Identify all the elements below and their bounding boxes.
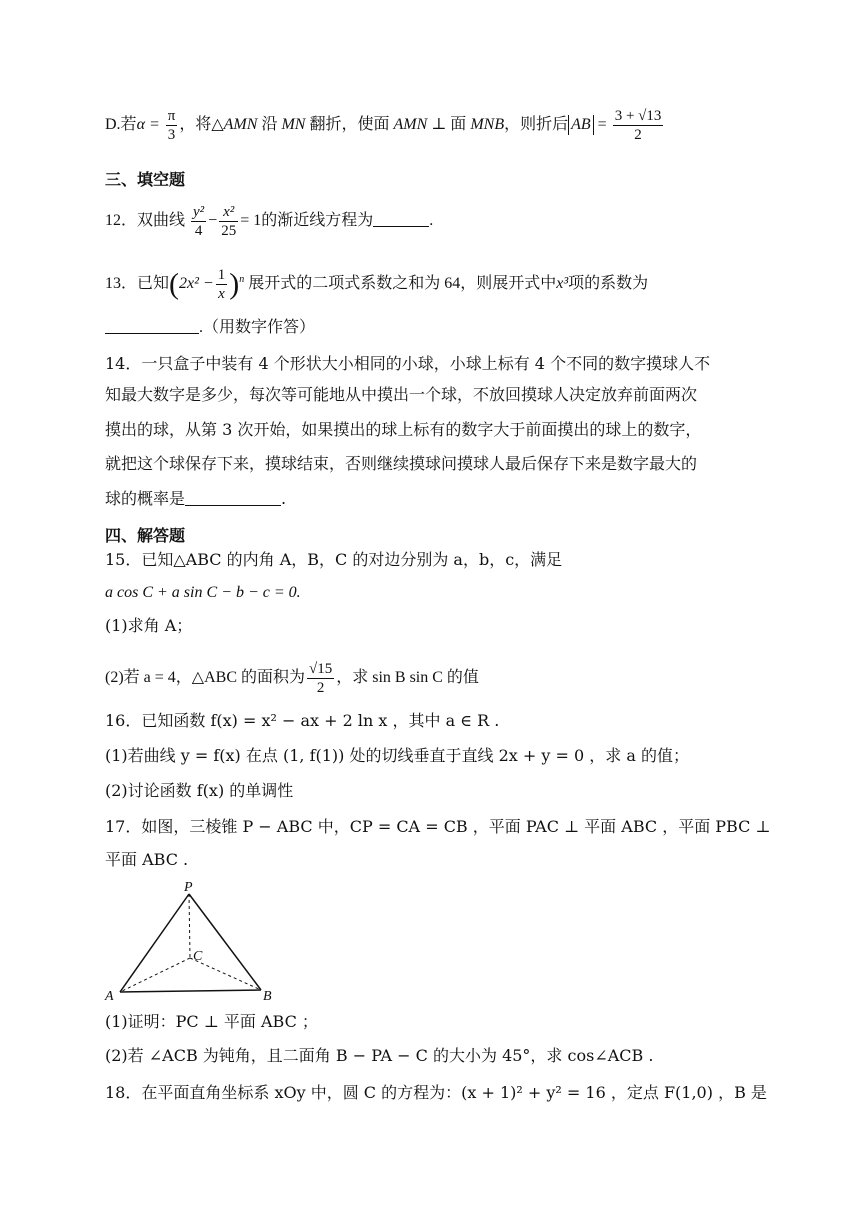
label-b: B [263,989,272,1004]
question-16-part1: (1)若曲线 y = f(x) 在点 (1, f(1)) 处的切线垂直于直线 2x + y = 0 ，求 a 的值； [105,746,689,765]
question-15-part2: (2)若 a = 4，△ABC 的面积为 $\frac{√15}{2}$ ，求 sin B sin C 的值 [105,661,479,696]
question-13: 13．已知(2x² − $\frac{1}{x}$ )$^n$ 展开式的二项式系数之和为 64，则展开式中x³项的系数为 [105,267,649,302]
question-14-line: 就把这个球保存下来，摸球结束，否则继续摸球问摸球人最后保存下来是数字最大的 [105,454,698,473]
alpha-eq: α = [136,116,160,134]
question-16-line1: 16．已知函数 f(x) = x² − ax + 2 ln x ，其中 a ∈ R . [105,711,500,730]
question-13-line2: .（用数字作答） [105,316,315,340]
question-15-line1: 15．已知△ABC 的内角 A，B，C 的对边分别为 a，b，c，满足 [105,550,563,569]
question-15-equation: a cos C + a sin C − b − c = 0. [105,584,301,601]
pyramid-figure [103,878,293,1008]
option-d-label: D.若 [105,116,137,134]
question-17-part1: (1)证明：PC ⊥ 平面 ABC ； [105,1012,318,1031]
question-17-line1: 17．如图，三棱锥 P − ABC 中，CP = CA = CB ，平面 PAC ⊥ 平面 ABC ，平面 PBC ⊥ [105,817,771,836]
label-p: P [184,880,193,895]
option-d: D.若α = $\frac{\pi}{3}$ ，将△AMN 沿 MN 翻折，使面 AMN ⊥ 面 MNB，则折后 AB = $\frac{3 + √13}{2}$ [105,108,662,143]
question-16-part2: (2)讨论函数 f(x) 的单调性 [105,781,294,800]
question-15-part1: (1)求角 A； [105,616,193,635]
question-14-line: 知最大数字是多少，每次等可能地从中摸出一个球，不放回摸球人决定放弃前面两次 [105,385,698,404]
label-a: A [105,989,114,1004]
question-12: 12．双曲线 $\frac{\text{y²}}{4}$ − $\frac{\text{x²}}{25}$ = 1的渐近线方程为 . [105,204,434,239]
question-17-line2: 平面 ABC . [105,850,189,869]
question-14-line: 摸出的球，从第 3 次开始，如果摸出的球上标有的数字大于前面摸出的球上的数字， [105,420,702,439]
section-fill-in-title: 三、填空题 [105,170,186,189]
question-17-part2: (2)若 ∠ACB 为钝角，且二面角 B − PA − C 的大小为 45°，求 cos∠ACB . [105,1046,654,1065]
question-18-line1: 18．在平面直角坐标系 xOy 中，圆 C 的方程为：(x + 1)² + y² = 16 ，定点 F(1,0) ，B 是 [105,1083,767,1102]
question-14-line: 14．一只盒子中装有 4 个形状大小相同的小球，小球上标有 4 个不同的数字摸球人不 [105,354,711,373]
answer-blank[interactable] [105,317,199,334]
section-answer-title: 四、解答题 [105,526,186,545]
answer-blank[interactable] [373,210,429,227]
label-c: C [193,949,203,964]
pi-over-3: $\frac{\pi}{3}$ [167,108,176,143]
answer-fraction: $\frac{3 + √13}{2}$ [614,108,662,143]
question-14-last-line: 球的概率是 . [105,489,287,508]
answer-blank[interactable] [185,489,281,506]
abs-ab: AB [568,115,594,135]
